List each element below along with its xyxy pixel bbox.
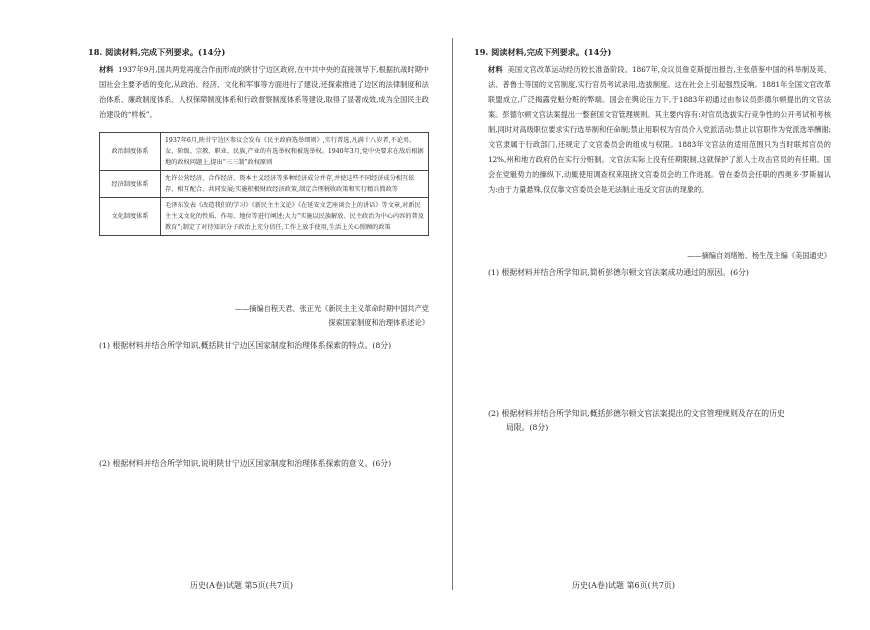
question-18-2: (2) 根据材料并结合所学知识,说明陕甘宁边区国家制度和治理体系探索的意义。(6分) [99, 459, 392, 468]
question-18-1: (1) 根据材料并结合所学知识,概括陕甘宁边区国家制度和治理体系探索的特点。(8分) [99, 341, 392, 350]
table-row [100, 171, 429, 198]
table-content: 允许公营经济、合作经济、资本主义经济等多种经济成分并存,并使这些不同经济成分相互依存、相互配合、共同发展;实施积极财政经济政策,制定合理税收政策和实行精兵简政等 [161, 171, 429, 198]
material-text: 1937年9月,国共两党再度合作而形成的陕甘宁边区政府,在中共中央的直接领导下,根据抗战时期中国社会主要矛盾的变化,从政治、经济、文化和军事等方面进行了建设,还探索推进了边区的法律制度和法治体系、廉政制度体系、人权保障制度体系和行政督察制度体系等建设,取得了显著成效,成为全国民主政治建设的“样板”。 [99, 65, 429, 119]
question-line: 局限。(8分) [506, 423, 549, 432]
question-19-title: 19. 阅读材料,完成下列要求。(14分) [474, 47, 612, 57]
source-line: ——摘编自程天君、张正光《新民主主义革命时期中国共产党 [234, 304, 429, 313]
page-footer: 历史(A卷)试题 第5页(共7页) [190, 581, 293, 590]
page-footer: 历史(A卷)试题 第6页(共7页) [572, 581, 675, 590]
question-line: (2) 根据材料并结合所学知识,概括彭德尔顿文官法案提出的文官管理规则及存在的历史 [488, 409, 785, 418]
question-19-2 [488, 407, 838, 435]
material-text: 美国文官改革运动经历较长准备阶段。1867年,众议员詹克斯提出报告,主张借鉴中国的科举制及英、法、普鲁士等国的文官制度,实行官员考试录用,选拔制度。这在社会上引起强烈反响。1881年全国文官改革联盟成立,广泛揭露党魁分赃的弊端。国会在舆论压力下,于1883年初通过由参议员彭德尔顿提出的文官法案。彭德尔顿文官法案提出一整套国文官管理规则。其主要内容有:对官员选拔实行竞争性的公开考试和考核制,同时对高级职位要求实行选举制和任命制;禁止用职权为官员介入党派活动;禁止以官职作为党派选举酬谢;文官隶属于行政部门,还规定了文官委员会的组成与权限。1883年文官法的适用范围只为当时联邦官员的12%,州和地方政府仍在实行分赃制。文官法实际上没有任期限制,这就保护了派人士攻击官员的有任期。国会在党魁势力的操纵下,动辄使用调查权来阻挠文官委员会的工作进展。曾在委员会任职的西奥多·罗斯福认为:由于力量悬殊,仅仅靠文官委员会是无法制止违反文官法的现象的。 [488, 65, 831, 194]
source-line: 探索国家制度和治理体系述论》 [328, 318, 429, 327]
source-citation: ——摘编自刘绪贻、杨生茂主编《美国通史》 [687, 251, 831, 260]
table-category: 文化制度体系 [100, 198, 161, 236]
question-19-1: (1) 根据材料并结合所学知识,简析彭德尔顿文官法案成功通过的原因。(6分) [488, 268, 749, 277]
table-content: 1937年6月,陕甘宁边区参议会发布《民主政府选举细则》,实行普选,凡满十八岁者,不论男、女、阶级、宗教、职业、民族,产业的有选举权和被选举权。1940年3月,党中央要求在敌后根据地的政权问题上,提出“三三制”政权原则 [161, 133, 429, 171]
question-18-title: 18. 阅读材料,完成下列要求。(14分) [88, 47, 226, 57]
table-row [100, 133, 429, 171]
table-content: 毛泽东发表《改造我们的学习》《新民主主义论》《在延安文艺座谈会上的讲话》等文章,对新民主主义文化的性质、作用、地位等进行阐述;大力“实施以民族解放、民主政治为中心内容的普及教育”;制定了对待知识分子政治上充分信任,工作上放手使用,生活上关心照顾的政策 [161, 198, 429, 236]
question-19-material [488, 62, 831, 197]
table-category: 经济制度体系 [100, 171, 161, 198]
material-label: 材料 [99, 65, 114, 74]
material-label: 材料 [488, 65, 503, 74]
right-page [448, 0, 870, 630]
table-row [100, 198, 429, 236]
source-citation [99, 302, 429, 330]
question-18-material [99, 62, 429, 122]
system-table [99, 132, 429, 236]
table-category: 政治制度体系 [100, 133, 161, 171]
